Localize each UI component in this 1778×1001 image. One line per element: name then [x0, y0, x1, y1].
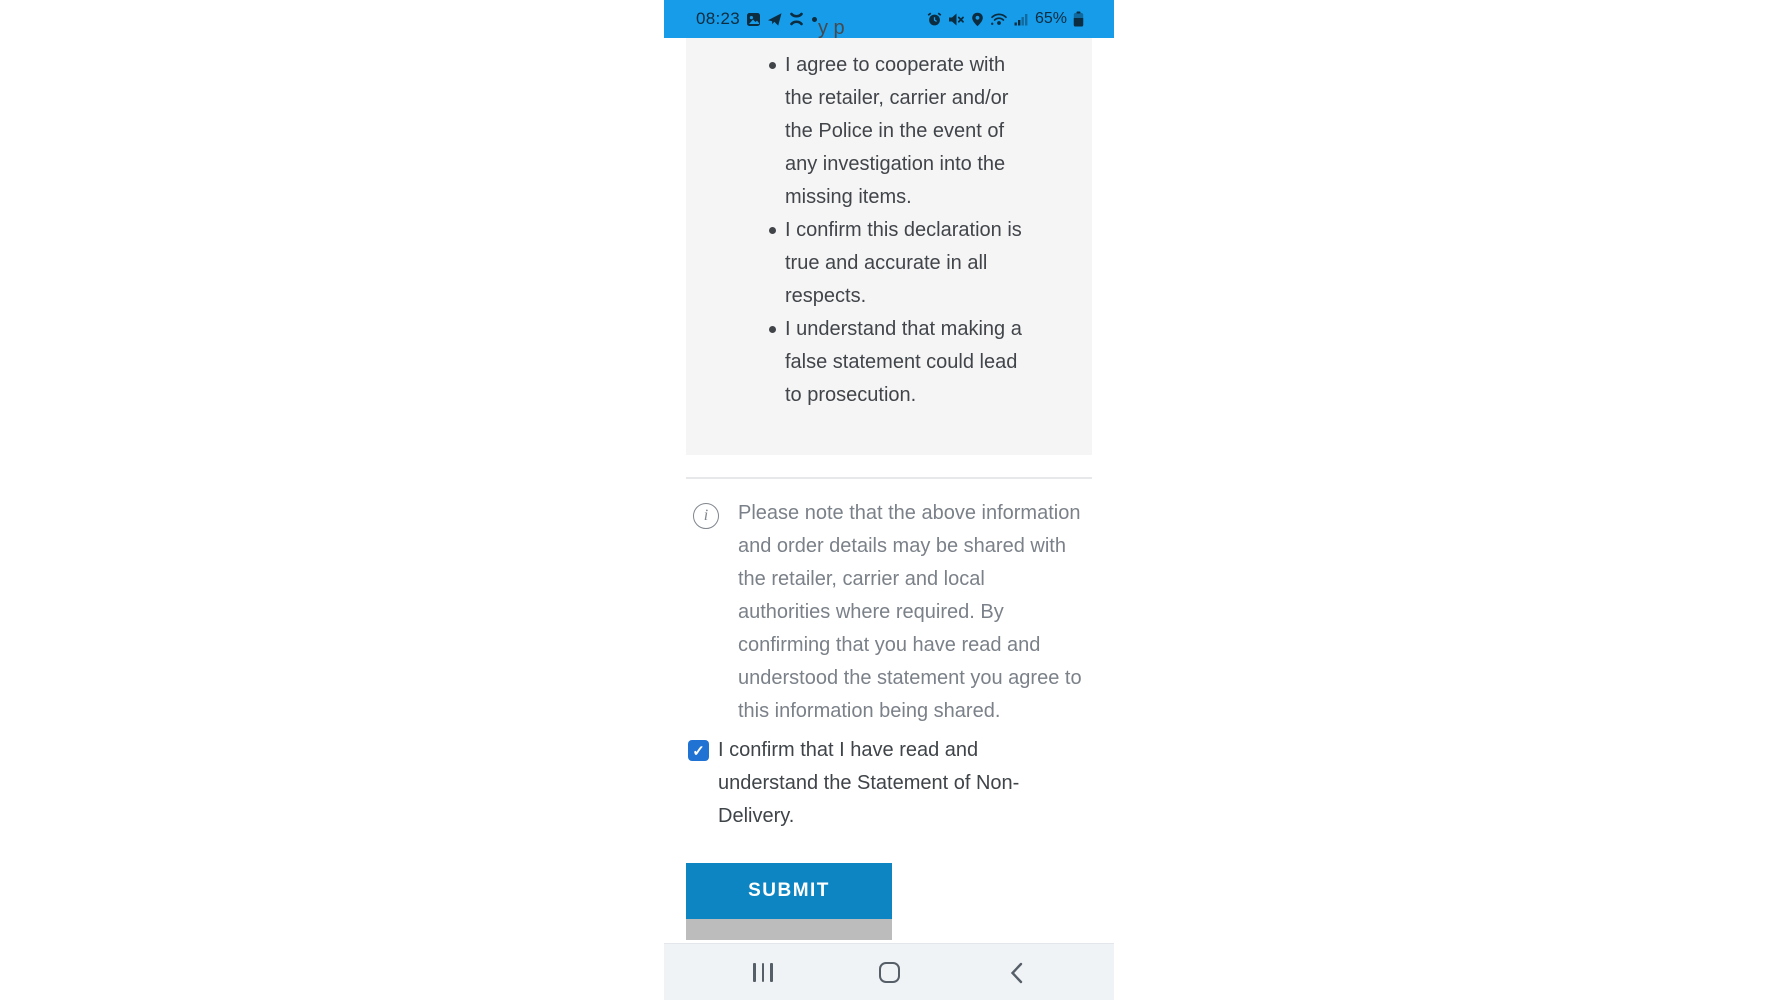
submit-button[interactable]: SUBMIT — [686, 863, 892, 919]
statement-bullet-list — [785, 49, 1022, 412]
wifi-icon — [990, 12, 1008, 26]
location-icon — [971, 12, 984, 27]
home-icon[interactable] — [876, 944, 902, 1001]
confirm-checkbox-label[interactable]: I confirm that I have read and understand the Statement of Non- Delivery. — [718, 739, 1020, 827]
back-icon[interactable] — [1003, 944, 1029, 1001]
statement-bullet: I confirm this declaration is true and accurate in all respects. — [785, 214, 1022, 313]
info-icon: i — [693, 503, 719, 529]
alarm-icon — [927, 12, 942, 27]
signal-icon — [1014, 12, 1029, 26]
info-note-text: Please note that the above information and order details may be shared with the retailer, carrier and local authorities where required. By confirming that you have read and understood the statement you agree to this information being shared. — [738, 502, 1082, 722]
person-icon — [789, 12, 804, 26]
phone-screen — [664, 0, 1114, 1000]
recents-icon[interactable] — [750, 944, 776, 1001]
notification-dot — [812, 17, 817, 22]
android-nav-bar — [664, 943, 1114, 1000]
partially-visible-element — [686, 919, 892, 940]
statement-bullet: I understand that making a false statement could lead to prosecution. — [785, 313, 1022, 412]
statement-bullet: I agree to cooperate with the retailer, carrier and/or the Police in the event of any investigation into the missing items. — [785, 49, 1022, 214]
battery-percent: 65% — [1034, 10, 1067, 27]
clock: 08:23 — [696, 9, 741, 28]
status-bar-right — [927, 10, 1084, 28]
confirm-checkbox[interactable]: ✓ — [688, 740, 709, 761]
image-icon — [746, 12, 761, 27]
status-bar-left — [696, 9, 817, 29]
mute-icon — [948, 12, 965, 27]
section-divider — [686, 477, 1092, 479]
status-bar — [664, 0, 1114, 38]
clipped-text-fragment: y p — [818, 17, 845, 39]
send-icon — [767, 12, 783, 27]
battery-icon — [1073, 11, 1084, 27]
